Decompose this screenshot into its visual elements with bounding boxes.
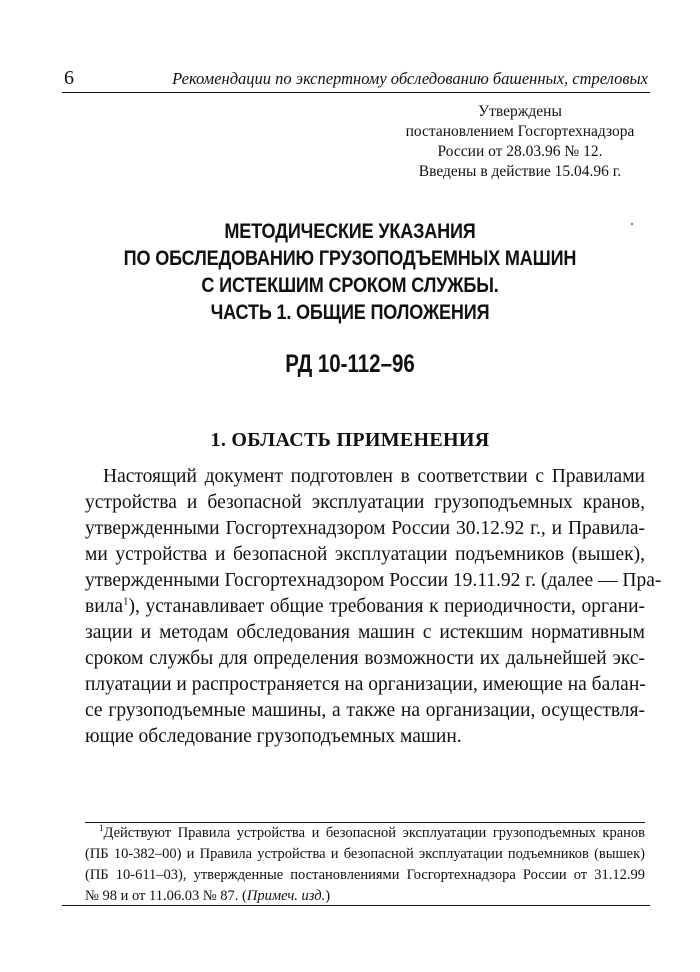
document-code: РД 10-112–96: [285, 350, 415, 378]
bottom-rule: [62, 905, 650, 906]
footnote-fragment: Действуют Правила устройства и безопасной эксплуатации грузоподъемных кранов: [103, 825, 645, 841]
paragraph-line: утвержденными Госгортехнадзором России 30.12.92 г., и Правила-: [85, 518, 645, 539]
paragraph-line: плуатации и распространяется на организации, имеющие на балан-: [85, 674, 646, 695]
paragraph-line: [85, 594, 645, 620]
approval-line: Утверждены: [478, 103, 562, 120]
paragraph-fragment: ), устанавливает общие требования к периодичности, органи-: [128, 596, 645, 617]
paragraph-line: сроком службы для определения возможности их дальнейшей экс-: [85, 648, 645, 669]
document-title: [101, 218, 600, 326]
editor-note: Примеч. изд.: [246, 888, 326, 904]
paragraph-line: Настоящий документ подготовлен в соответствии с Правилами: [103, 466, 645, 487]
footnote-marker: 1: [99, 823, 104, 834]
approval-line: России от 28.03.96 № 12.: [437, 143, 603, 160]
print-speck: [631, 223, 633, 225]
paragraph-line: зации и методам обследования машин с истекшим нормативным: [85, 622, 645, 643]
paragraph-line: устройства и безопасной эксплуатации грузоподъемных кранов,: [85, 492, 645, 513]
footnote-line: (ПБ 10-611–03), утвержденные постановлениями Госгортехнадзора России от 31.12.99: [85, 867, 645, 883]
section-heading: 1. ОБЛАСТЬ ПРИМЕНЕНИЯ: [210, 429, 490, 451]
running-title: Рекомендации по экспертному обследованию башенных, стреловых: [172, 69, 648, 88]
title-line: ПО ОБСЛЕДОВАНИЮ ГРУЗОПОДЪЕМНЫХ МАШИН: [123, 247, 577, 270]
running-header: [62, 66, 650, 93]
paragraph-fragment: вила: [85, 596, 124, 617]
page-number: 6: [64, 67, 74, 89]
footnote-reference: 1: [123, 595, 129, 608]
footnote-line: [85, 886, 645, 907]
footnote-fragment: ): [325, 888, 331, 904]
title-line: МЕТОДИЧЕСКИЕ УКАЗАНИЯ: [224, 220, 476, 243]
footnote-line: [85, 823, 645, 844]
title-line: С ИСТЕКШИМ СРОКОМ СЛУЖБЫ.: [201, 274, 499, 297]
footnote: [85, 823, 645, 907]
approval-line: Введены в действие 15.04.96 г.: [418, 163, 622, 180]
body-paragraph: [85, 464, 662, 750]
paragraph-line: се грузоподъемные машины, а также на организации, осуществля-: [85, 700, 645, 721]
footnote-fragment: № 98 и от 11.06.03 № 87. (: [85, 888, 247, 904]
paragraph-line: ми устройства и безопасной эксплуатации подъемников (вышек),: [85, 544, 645, 565]
footnote-line: (ПБ 10-382–00) и Правила устройства и безопасной эксплуатации подъемников (вышек): [85, 846, 645, 862]
approval-line: постановлением Госгортехнадзора: [405, 123, 635, 140]
approval-block: [380, 102, 660, 182]
title-line: ЧАСТЬ 1. ОБЩИЕ ПОЛОЖЕНИЯ: [210, 301, 490, 324]
paragraph-line: ющие обследование грузоподъемных машин.: [85, 726, 462, 747]
paragraph-line: утвержденными Госгортехнадзором России 19.11.92 г. (далее — Пра-: [85, 570, 662, 591]
